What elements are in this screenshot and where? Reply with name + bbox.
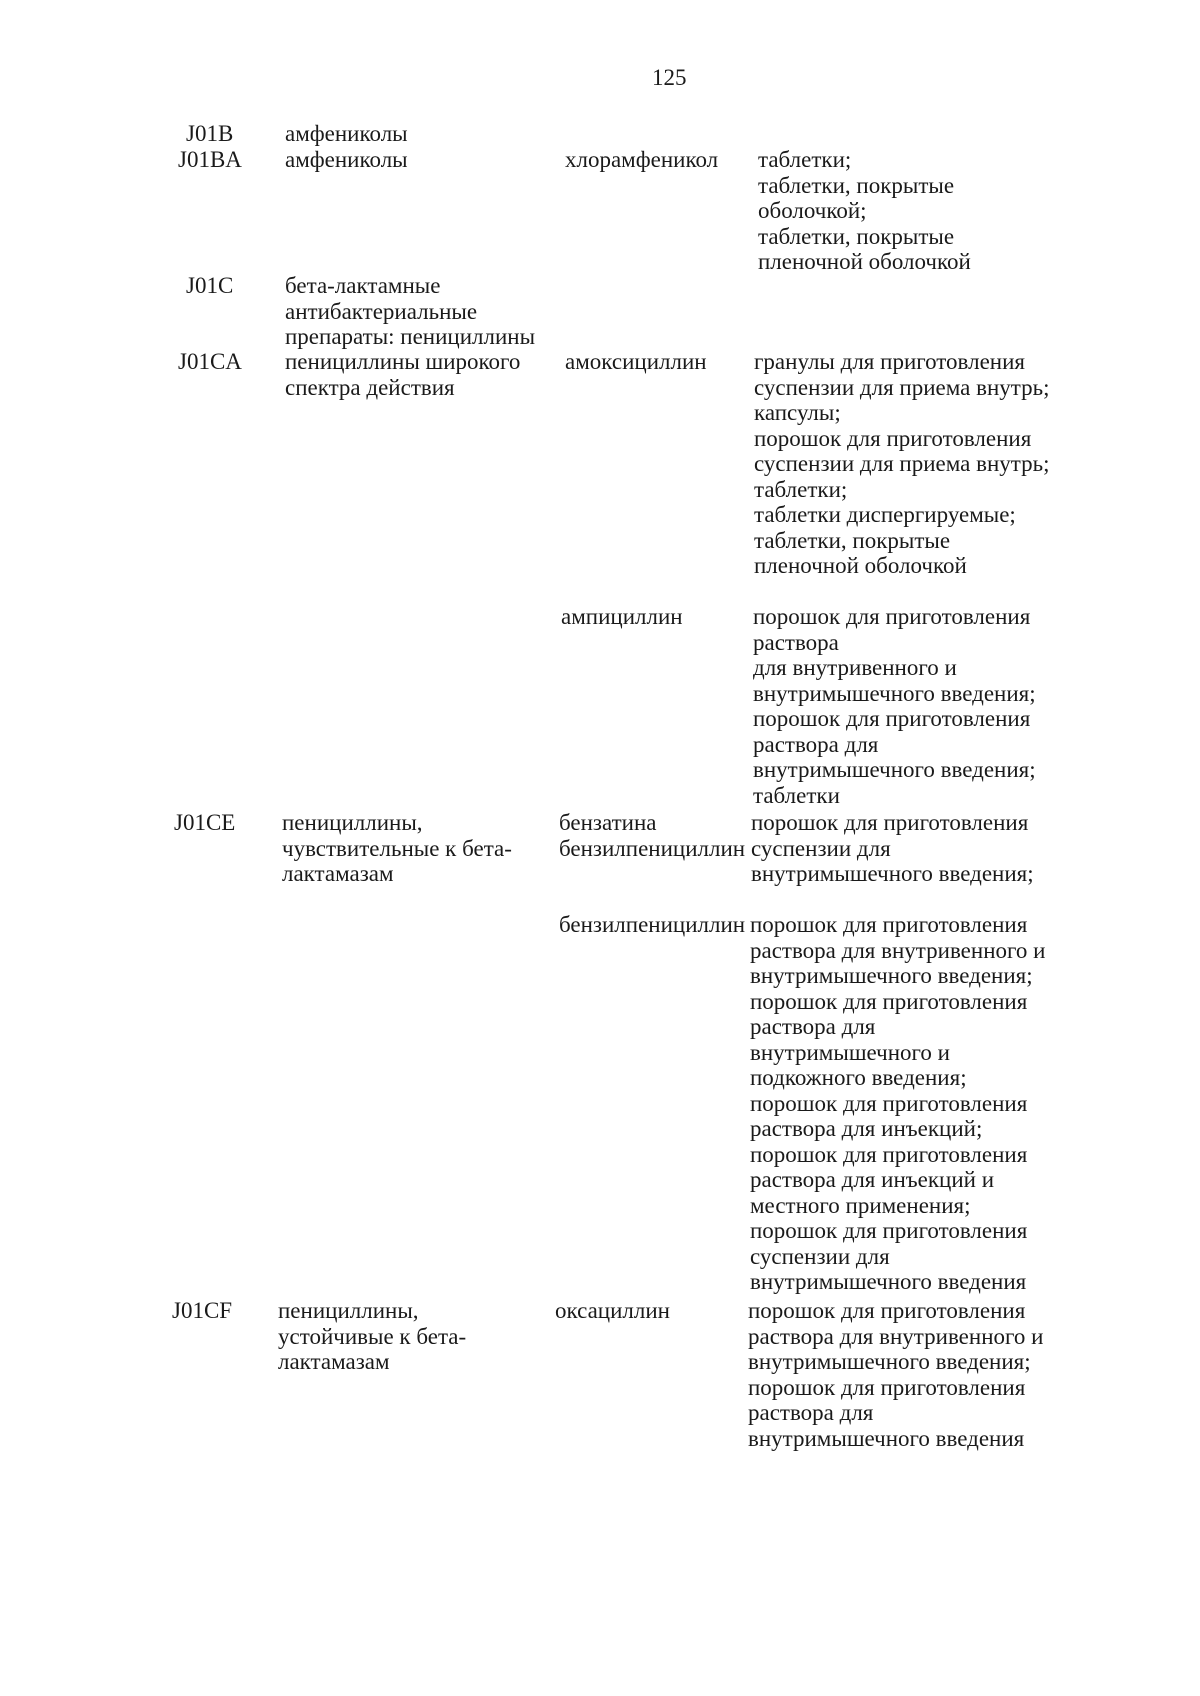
row-form: гранулы для приготовления	[754, 349, 1025, 374]
row-drug: ампициллин	[561, 604, 683, 629]
row-group: пенициллины широкого	[285, 349, 521, 374]
row-form: внутримышечного введения;	[750, 963, 1033, 988]
row-group: пенициллины,	[278, 1298, 419, 1323]
row-group: спектра действия	[285, 374, 455, 400]
row-form: таблетки;	[754, 476, 848, 502]
row-group: амфениколы	[285, 147, 408, 172]
row-form: порошок для приготовления	[750, 1090, 1028, 1116]
row-form: таблетки, покрытые	[758, 223, 955, 249]
row-form: суспензии для	[751, 835, 891, 861]
row-form: таблетки	[753, 782, 840, 808]
row-code: J01C	[186, 273, 234, 298]
row-form: порошок для приготовления	[753, 706, 1031, 731]
row-form: пленочной оболочкой	[758, 249, 971, 274]
row-group: бета-лактамные	[285, 273, 441, 298]
row-form: раствора для инъекций;	[750, 1116, 983, 1141]
row-form: порошок для приготовления	[748, 1374, 1026, 1400]
row-group: лактамазам	[278, 1349, 390, 1374]
row-form: порошок для приготовления	[750, 988, 1028, 1014]
row-drug: бензилпенициллин	[559, 912, 746, 937]
row-form: внутримышечного введения;	[753, 680, 1036, 706]
row-form: суспензии для приема внутрь;	[754, 374, 1050, 400]
row-form: внутримышечного введения	[748, 1425, 1025, 1451]
row-group: антибактериальные	[285, 298, 478, 324]
row-form: порошок для приготовления	[753, 604, 1031, 629]
row-form: таблетки диспергируемые;	[754, 502, 1016, 527]
row-form: раствора для внутривенного и	[750, 937, 1046, 963]
row-form: внутримышечного и	[750, 1039, 950, 1065]
row-form: суспензии для приема внутрь;	[754, 451, 1050, 476]
row-drug: бензатина	[559, 810, 657, 835]
row-form: порошок для приготовления	[750, 1141, 1028, 1167]
row-form: раствора	[753, 629, 839, 655]
row-form: для внутривенного и	[753, 655, 957, 680]
row-group: чувствительные к бета-	[282, 835, 512, 861]
row-form: раствора для внутривенного и	[748, 1323, 1044, 1349]
row-drug: бензилпенициллин	[559, 835, 746, 861]
row-group: лактамазам	[282, 861, 394, 886]
row-form: таблетки, покрытые	[758, 172, 955, 198]
row-form: таблетки, покрытые	[754, 527, 951, 553]
row-code: J01BA	[178, 147, 242, 172]
row-form: раствора для	[750, 1014, 876, 1039]
row-drug: оксациллин	[555, 1298, 670, 1323]
row-code: J01CF	[172, 1298, 233, 1323]
row-code: J01CA	[178, 349, 242, 374]
row-form: таблетки;	[758, 147, 852, 172]
row-code: J01B	[186, 121, 234, 146]
row-form: внутримышечного введения;	[748, 1349, 1031, 1374]
row-form: раствора для инъекций и	[750, 1167, 995, 1192]
row-group: пенициллины,	[282, 810, 423, 835]
row-form: порошок для приготовления	[748, 1298, 1026, 1323]
row-group: устойчивые к бета-	[278, 1323, 467, 1349]
row-form: суспензии для	[750, 1243, 890, 1269]
row-form: оболочкой;	[758, 198, 867, 223]
row-form: местного применения;	[750, 1192, 971, 1218]
row-group: препараты: пенициллины	[285, 324, 536, 349]
row-form: капсулы;	[754, 400, 841, 425]
row-form: порошок для приготовления	[750, 912, 1028, 937]
row-form: раствора для	[753, 731, 879, 757]
row-form: внутримышечного введения	[750, 1269, 1027, 1294]
row-group: амфениколы	[285, 121, 408, 146]
row-form: порошок для приготовления	[754, 425, 1032, 451]
row-form: раствора для	[748, 1400, 874, 1425]
page-number: 125	[652, 65, 687, 90]
row-form: порошок для приготовления	[751, 810, 1029, 835]
row-code: J01CE	[174, 810, 236, 835]
row-form: пленочной оболочкой	[754, 553, 967, 578]
row-form: подкожного введения;	[750, 1065, 967, 1090]
row-form: внутримышечного введения;	[751, 861, 1034, 886]
row-form: порошок для приготовления	[750, 1218, 1028, 1243]
row-drug: хлорамфеникол	[565, 147, 719, 172]
row-form: внутримышечного введения;	[753, 757, 1036, 782]
row-drug: амоксициллин	[565, 349, 707, 374]
